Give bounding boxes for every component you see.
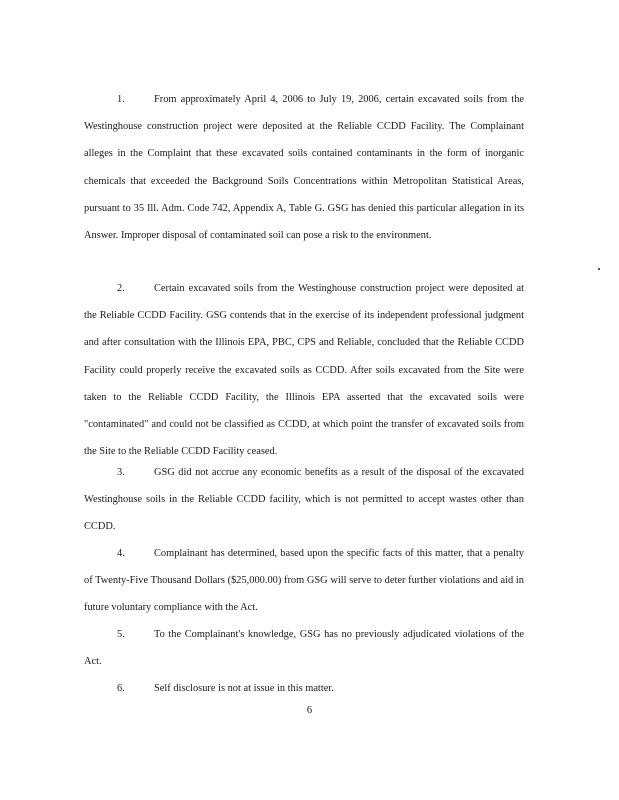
paragraph-5 [84, 621, 524, 675]
paragraph-number: 4. [117, 548, 125, 559]
paragraph-number: 5. [117, 629, 125, 640]
page-number: 6 [306, 705, 313, 716]
scan-speck [598, 268, 600, 270]
paragraph-text: Certain excavated soils from the Westinghouse construction project were deposited at the Reliable CCDD Facility. GSG contends that in the exercise of its independent professional judgment and after consultation with the Illinois EPA, PBC, CPS and Reliable, concluded that the Reliable CCDD Facility could properly receive the excavated soils as CCDD. After soils excavated from the Site were taken to the Reliable CCDD Facility, the Illinois EPA asserted that the excavated soils were "contaminated" and could not be classified as CCDD, at which point the transfer of excavated soils from the Site to the Reliable CCDD Facility ceased. [84, 283, 524, 458]
paragraph-1 [84, 86, 524, 249]
paragraph-number: 6. [117, 683, 125, 694]
paragraph-number: 3. [117, 467, 125, 478]
paragraph-text: From approximately April 4, 2006 to July 19, 2006, certain excavated soils from the Westinghouse construction project were deposited at the Reliable CCDD Facility. The Complainant alleges in the Complaint that these excavated soils contained contaminants in the form of inorganic chemicals that exceeded the Background Soils Concentrations within Metropolitan Statistical Areas, pursuant to 35 Ill. Adm. Code 742, Appendix A, Table G. GSG has denied this particular allegation in its Answer. Improper disposal of contaminated soil can pose a risk to the environment. [84, 94, 524, 242]
paragraph-3 [84, 459, 524, 541]
paragraph-text: Complainant has determined, based upon the specific facts of this matter, that a penalty of Twenty-Five Thousand Dollars ($25,000.00) from GSG will serve to deter further violations and aid in future voluntary compliance with the Act. [84, 548, 524, 614]
paragraph-4 [84, 540, 524, 622]
paragraph-text: To the Complainant's knowledge, GSG has no previously adjudicated violations of the Act. [84, 629, 524, 668]
paragraph-2 [84, 275, 524, 465]
paragraph-text: Self disclosure is not at issue in this matter. [154, 683, 334, 694]
paragraph-number: 2. [117, 283, 125, 294]
paragraph-text: GSG did not accrue any economic benefits as a result of the disposal of the excavated Westinghouse soils in the Reliable CCDD facility, which is not permitted to accept wastes other than CCDD. [84, 467, 524, 533]
paragraph-6 [84, 675, 524, 702]
paragraph-number: 1. [117, 94, 125, 105]
